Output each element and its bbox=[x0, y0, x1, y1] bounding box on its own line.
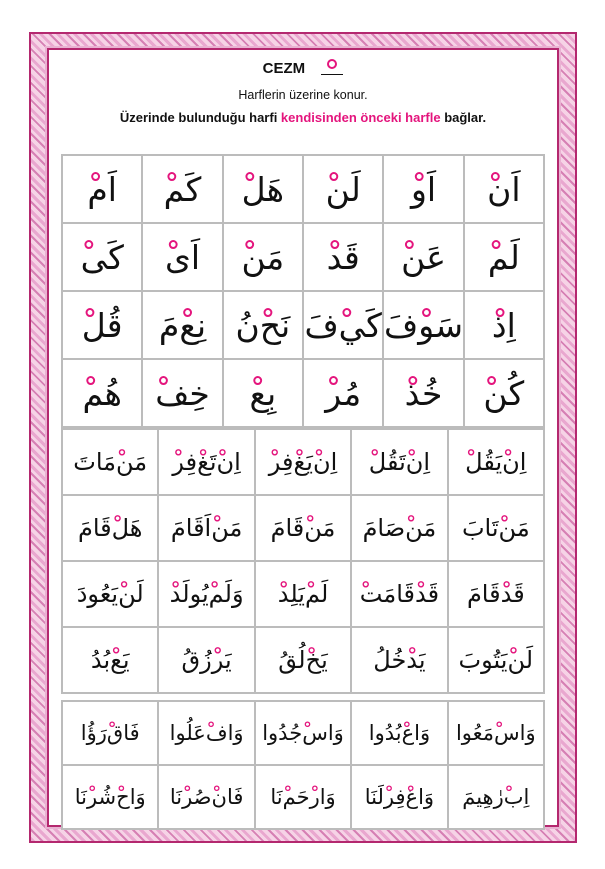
word-cell: اَن bbox=[465, 156, 543, 222]
word-cell: عَن bbox=[384, 224, 462, 290]
word-cell: وَار حَم نَا bbox=[256, 766, 350, 828]
word-cell: لَم bbox=[465, 224, 543, 290]
word-cell: قَد bbox=[304, 224, 382, 290]
word-cell: اِن تَغ فِر bbox=[159, 430, 253, 494]
word-cell: مَن تَابَ bbox=[449, 496, 543, 560]
word-cell: قَد قَامَت bbox=[352, 562, 446, 626]
word-cell: اِن تَقُل bbox=[352, 430, 446, 494]
word-cell: هَل قَامَ bbox=[63, 496, 157, 560]
word-cell: وَاغ فِر لَنَا bbox=[352, 766, 446, 828]
word-cell: وَاس مَعُوا bbox=[449, 702, 543, 764]
word-cell: فَاق رَؤُا bbox=[63, 702, 157, 764]
phrases-grid bbox=[61, 428, 545, 694]
word-cell: اَو bbox=[384, 156, 462, 222]
word-cell: يَد خُلُ bbox=[352, 628, 446, 692]
word-cell: بِع bbox=[224, 360, 302, 426]
word-cell: مَن مَاتَ bbox=[63, 430, 157, 494]
word-cell: لَن bbox=[304, 156, 382, 222]
word-cell: مَن bbox=[224, 224, 302, 290]
word-cell: سَو فَ bbox=[384, 292, 462, 358]
word-cell: كُن bbox=[465, 360, 543, 426]
word-cell: يَر زُقُ bbox=[159, 628, 253, 692]
word-cell: لَن يَتُوبَ bbox=[449, 628, 543, 692]
word-cell: قَد قَامَ bbox=[449, 562, 543, 626]
word-cell: كَى bbox=[63, 224, 141, 290]
page-title bbox=[49, 60, 557, 77]
word-cell: وَاع بُدُوا bbox=[352, 702, 446, 764]
worksheet-page bbox=[47, 48, 559, 827]
rule-line bbox=[49, 110, 557, 125]
word-cell: خُذ bbox=[384, 360, 462, 426]
decorative-border-frame bbox=[29, 32, 577, 843]
word-cell: وَاس جُدُوا bbox=[256, 702, 350, 764]
word-cell: مُر bbox=[304, 360, 382, 426]
word-cell: نَح نُ bbox=[224, 292, 302, 358]
word-cell: مَن صَامَ bbox=[352, 496, 446, 560]
word-cell: اِن يَغ فِر bbox=[256, 430, 350, 494]
word-cell: يَخ لُقُ bbox=[256, 628, 350, 692]
word-cell: هَل bbox=[224, 156, 302, 222]
word-cell: كَي فَ bbox=[304, 292, 382, 358]
word-cell: فَان صُر نَا bbox=[159, 766, 253, 828]
word-cell: اِب رٰهِيمَ bbox=[449, 766, 543, 828]
word-cell: وَاف عَلُوا bbox=[159, 702, 253, 764]
word-cell: قُل bbox=[63, 292, 141, 358]
word-cell: لَن يَعُودَ bbox=[63, 562, 157, 626]
rule-text-highlight: kendisinden önceki harfle bbox=[280, 110, 441, 125]
rule-text-end: bağlar. bbox=[440, 110, 487, 125]
word-cell: هُم bbox=[63, 360, 141, 426]
page-title-text: CEZM bbox=[262, 60, 306, 77]
word-cell: وَاح شُر نَا bbox=[63, 766, 157, 828]
word-cell: مَن قَامَ bbox=[256, 496, 350, 560]
word-cell: اَى bbox=[143, 224, 221, 290]
word-cell: خِف bbox=[143, 360, 221, 426]
description-line: Harflerin üzerine konur. bbox=[238, 88, 368, 102]
word-cell: اِذ bbox=[465, 292, 543, 358]
word-cell: وَلَم يُولَد bbox=[159, 562, 253, 626]
word-cell: نِع مَ bbox=[143, 292, 221, 358]
sukun-mark-icon bbox=[321, 63, 343, 75]
word-cell: مَن اَقَامَ bbox=[159, 496, 253, 560]
verbs-grid bbox=[61, 700, 545, 830]
word-cell: اَم bbox=[63, 156, 141, 222]
rule-text-start: Üzerinde bulunduğu harfi bbox=[119, 110, 281, 125]
word-cell: يَع بُدُ bbox=[63, 628, 157, 692]
word-cell: لَم يَلِد bbox=[256, 562, 350, 626]
word-cell: اِن يَقُل bbox=[449, 430, 543, 494]
single-words-grid bbox=[61, 154, 545, 428]
word-cell: كَم bbox=[143, 156, 221, 222]
